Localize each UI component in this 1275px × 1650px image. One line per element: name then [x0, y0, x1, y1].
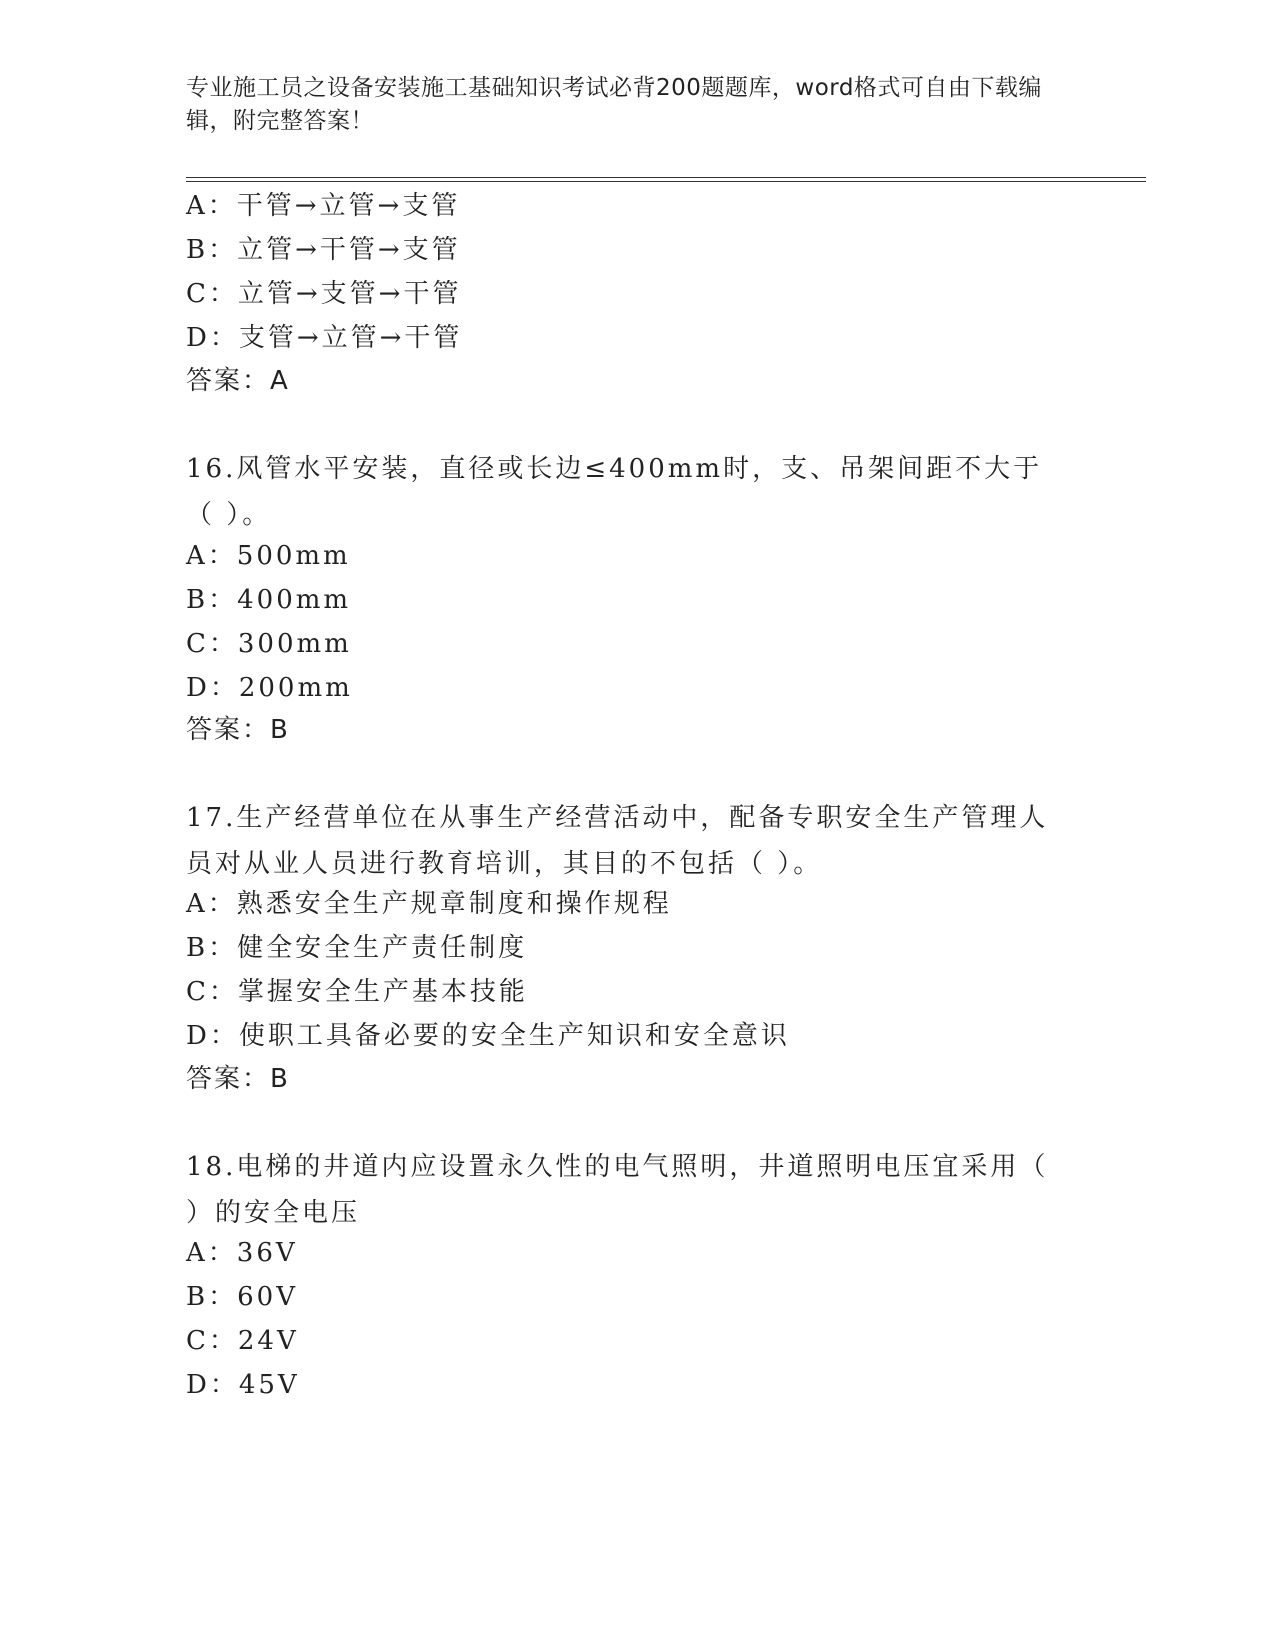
q15-option-d: D：支管→立管→干管 [186, 323, 463, 353]
q16-option-c: C：300mm [186, 629, 352, 659]
document-header: 专业施工员之设备安装施工基础知识考试必背200题题库，word格式可自由下载编辑，附完整答案！ [186, 75, 1042, 134]
q16-answer: 答案：B [186, 715, 290, 745]
q17-option-a: A：熟悉安全生产规章制度和操作规程 [186, 889, 672, 919]
q16-option-b: B：400mm [186, 585, 352, 615]
q17-option-c: C：掌握安全生产基本技能 [186, 977, 528, 1007]
q18-option-c: C：24V [186, 1326, 299, 1356]
q17-answer: 答案：B [186, 1064, 290, 1094]
q18-stem: 18.电梯的井道内应设置永久性的电气照明，井道照明电压宜采用（ ）的安全电压 [186, 1152, 1049, 1228]
q17-stem: 17.生产经营单位在从事生产经营活动中，配备专职安全生产管理人员对从业人员进行教育培训，其目的不包括（ ）。 [186, 803, 1049, 879]
q15-answer: 答案：A [186, 366, 290, 396]
q18-option-a: A：36V [186, 1238, 298, 1268]
header-rule-bottom [186, 181, 1146, 182]
header-rule-top [186, 177, 1146, 178]
q18-option-b: B：60V [186, 1282, 298, 1312]
q16-option-a: A：500mm [186, 541, 351, 571]
q15-option-a: A：干管→立管→支管 [186, 191, 461, 221]
q15-option-c: C：立管→支管→干管 [186, 279, 462, 309]
q16-stem: 16.风管水平安装，直径或长边≤400mm时，支、吊架间距不大于（ ）。 [186, 454, 1043, 530]
q15-option-b: B：立管→干管→支管 [186, 235, 461, 265]
q18-option-d: D：45V [186, 1370, 300, 1400]
q17-option-b: B：健全安全生产责任制度 [186, 933, 528, 963]
q16-option-d: D：200mm [186, 673, 353, 703]
q17-option-d: D：使职工具备必要的安全生产知识和安全意识 [186, 1021, 790, 1051]
